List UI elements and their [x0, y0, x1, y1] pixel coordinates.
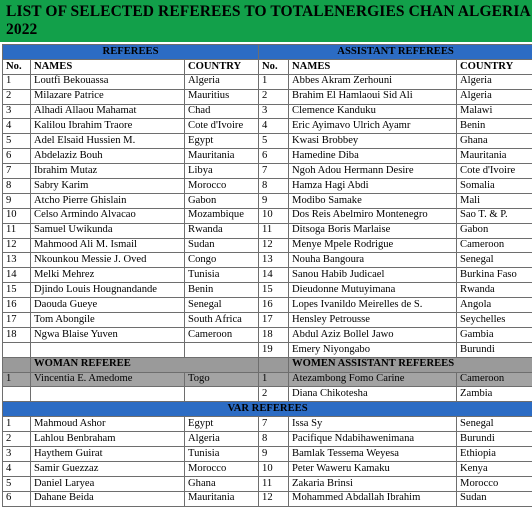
assistant-number-cell: 16: [259, 298, 289, 313]
var-number-cell: 1: [3, 417, 31, 432]
assistant-number-cell: 3: [259, 104, 289, 119]
var-name-cell: Mohammed Abdallah Ibrahim: [289, 491, 457, 506]
referee-country-cell: Cameroon: [185, 327, 259, 342]
assistant-country-cell: Gabon: [457, 223, 532, 238]
referee-name-cell: Celso Armindo Alvacao: [31, 208, 185, 223]
assistant-country-cell: Algeria: [457, 74, 532, 89]
assistant-name-cell: Ngoh Adou Hermann Desire: [289, 164, 457, 179]
assistant-number-cell: 1: [259, 74, 289, 89]
table-row: [3, 179, 532, 194]
var-country-cell: Sudan: [457, 491, 532, 506]
assistant-country-cell: Somalia: [457, 179, 532, 194]
assistant-name-cell: Clemence Kanduku: [289, 104, 457, 119]
var-number-cell: 9: [259, 447, 289, 462]
assistant-number-cell: 14: [259, 268, 289, 283]
assistant-country-cell: Ghana: [457, 134, 532, 149]
var-country-cell: Ghana: [185, 476, 259, 491]
referee-country-cell: Mauritania: [185, 149, 259, 164]
referee-country-cell: Morocco: [185, 179, 259, 194]
referee-number-cell: 15: [3, 283, 31, 298]
empty-cell: [185, 387, 259, 402]
var-number-cell: 3: [3, 447, 31, 462]
assistant-name-cell: Lopes Ivanildo Meirelles de S.: [289, 298, 457, 313]
assistant-name-cell: Ditsoga Boris Marlaise: [289, 223, 457, 238]
table-row: [3, 313, 532, 328]
assistant-name-cell: Brahim El Hamlaoui Sid Ali: [289, 89, 457, 104]
assistant-number-cell: 12: [259, 238, 289, 253]
var-number-cell: 7: [259, 417, 289, 432]
empty-cell: [31, 387, 185, 402]
assistant-country-cell: Mali: [457, 193, 532, 208]
var-name-cell: Daniel Laryea: [31, 476, 185, 491]
referee-number-cell: 3: [3, 104, 31, 119]
referee-number-cell: 2: [3, 89, 31, 104]
var-country-cell: Mauritania: [185, 491, 259, 506]
referee-country-cell: Algeria: [185, 74, 259, 89]
page-title: LIST OF SELECTED REFEREES TO TOTALENERGIES CHAN ALGERIA 2022: [0, 0, 532, 42]
referee-country-cell: Cote d'Ivoire: [185, 119, 259, 134]
woman-referee-number-cell: 1: [3, 372, 31, 387]
referee-name-cell: Tom Abongile: [31, 313, 185, 328]
assistant-number-cell: 4: [259, 119, 289, 134]
referee-name-cell: Kalilou Ibrahim Traore: [31, 119, 185, 134]
assistant-number-cell: 13: [259, 253, 289, 268]
table-row: [3, 432, 532, 447]
var-name-cell: Issa Sy: [289, 417, 457, 432]
table-row: [3, 447, 532, 462]
assistant-number-cell: 7: [259, 164, 289, 179]
referee-country-cell: Chad: [185, 104, 259, 119]
assistant-number-cell: 2: [259, 89, 289, 104]
var-number-cell: 8: [259, 432, 289, 447]
right-col-country: COUNTRY: [457, 59, 532, 74]
referee-name-cell: Abdelaziz Bouh: [31, 149, 185, 164]
assistant-number-cell: 9: [259, 193, 289, 208]
assistant-country-cell: Mauritania: [457, 149, 532, 164]
referee-number-cell: 12: [3, 238, 31, 253]
woman-referee-country-cell: Togo: [185, 372, 259, 387]
var-name-cell: Dahane Beida: [31, 491, 185, 506]
table-row: [3, 119, 532, 134]
referee-name-cell: Djindo Louis Hougnandande: [31, 283, 185, 298]
table-row: [3, 372, 532, 387]
assistant-name-cell: Hamza Hagi Abdi: [289, 179, 457, 194]
assistant-name-cell: Modibo Samake: [289, 193, 457, 208]
var-country-cell: Algeria: [185, 432, 259, 447]
table-row: [3, 208, 532, 223]
left-col-names: NAMES: [31, 59, 185, 74]
woman-referee-name-cell: Vincentia E. Amedome: [31, 372, 185, 387]
referee-number-cell: 18: [3, 327, 31, 342]
referee-country-cell: Mozambique: [185, 208, 259, 223]
table-row: [3, 461, 532, 476]
assistant-name-cell: Hamedine Diba: [289, 149, 457, 164]
assistant-number-cell: 18: [259, 327, 289, 342]
referee-country-cell: Libya: [185, 164, 259, 179]
var-header-row: [3, 402, 532, 417]
var-number-cell: 6: [3, 491, 31, 506]
var-name-cell: Pacifique Ndabihawenimana: [289, 432, 457, 447]
empty-cell: [3, 387, 31, 402]
table-row: [3, 283, 532, 298]
assistant-number-cell: 5: [259, 134, 289, 149]
referee-country-cell: Tunisia: [185, 268, 259, 283]
woman-assistant-name-cell: Diana Chikotesha: [289, 387, 457, 402]
referee-country-cell: Sudan: [185, 238, 259, 253]
var-country-cell: Senegal: [457, 417, 532, 432]
table-row: [3, 74, 532, 89]
assistant-country-cell: Rwanda: [457, 283, 532, 298]
referee-country-cell: Congo: [185, 253, 259, 268]
referees-header: REFEREES: [3, 45, 259, 60]
woman-assistant-referees-header: WOMEN ASSISTANT REFEREES: [289, 357, 532, 372]
assistant-name-cell: Abdul Aziz Bollel Jawo: [289, 327, 457, 342]
referee-number-cell: 14: [3, 268, 31, 283]
referee-number-cell: 10: [3, 208, 31, 223]
assistant-country-cell: Gambia: [457, 327, 532, 342]
var-country-cell: Burundi: [457, 432, 532, 447]
assistant-number-cell: 19: [259, 342, 289, 357]
referee-name-cell: Mahmood Ali M. Ismail: [31, 238, 185, 253]
referee-name-cell: Ibrahim Mutaz: [31, 164, 185, 179]
referee-name-cell: Adel Elsaid Hussien M.: [31, 134, 185, 149]
woman-assistant-header-spacer: [259, 357, 289, 372]
referee-name-cell: Melki Mehrez: [31, 268, 185, 283]
referee-number-cell: 7: [3, 164, 31, 179]
var-number-cell: 5: [3, 476, 31, 491]
empty-cell: [31, 342, 185, 357]
assistant-country-cell: Malawi: [457, 104, 532, 119]
table-row: [3, 89, 532, 104]
assistant-number-cell: 10: [259, 208, 289, 223]
referee-number-cell: 5: [3, 134, 31, 149]
woman-assistant-country-cell: Cameroon: [457, 372, 532, 387]
referee-number-cell: 6: [3, 149, 31, 164]
table-row: [3, 104, 532, 119]
var-country-cell: Ethiopia: [457, 447, 532, 462]
var-country-cell: Morocco: [457, 476, 532, 491]
table-row: [3, 223, 532, 238]
assistant-number-cell: 17: [259, 313, 289, 328]
var-name-cell: Bamlak Tessema Weyesa: [289, 447, 457, 462]
assistant-referees-header: ASSISTANT REFEREES: [259, 45, 532, 60]
referee-number-cell: 1: [3, 74, 31, 89]
table-row: [3, 298, 532, 313]
table-row: [3, 164, 532, 179]
assistant-number-cell: 6: [259, 149, 289, 164]
table-row: [3, 327, 532, 342]
assistant-name-cell: Hensley Petrousse: [289, 313, 457, 328]
right-col-names: NAMES: [289, 59, 457, 74]
table-row: [3, 268, 532, 283]
referee-number-cell: 8: [3, 179, 31, 194]
assistant-country-cell: Cote d'Ivoire: [457, 164, 532, 179]
table-row: [3, 491, 532, 506]
referee-name-cell: Loutfi Bekouassa: [31, 74, 185, 89]
referee-country-cell: Benin: [185, 283, 259, 298]
assistant-name-cell: Eric Ayimavo Ulrich Ayamr: [289, 119, 457, 134]
empty-cell: [3, 342, 31, 357]
assistant-country-cell: Benin: [457, 119, 532, 134]
table-row: [3, 476, 532, 491]
var-name-cell: Zakaria Brinsi: [289, 476, 457, 491]
referee-country-cell: South Africa: [185, 313, 259, 328]
assistant-country-cell: Seychelles: [457, 313, 532, 328]
referee-number-cell: 17: [3, 313, 31, 328]
assistant-name-cell: Sanou Habib Judicael: [289, 268, 457, 283]
assistant-name-cell: Kwasi Brobbey: [289, 134, 457, 149]
table-row: [3, 149, 532, 164]
empty-cell: [185, 342, 259, 357]
var-number-cell: 10: [259, 461, 289, 476]
assistant-country-cell: Senegal: [457, 253, 532, 268]
referee-number-cell: 4: [3, 119, 31, 134]
var-number-cell: 4: [3, 461, 31, 476]
assistant-country-cell: Burkina Faso: [457, 268, 532, 283]
assistant-number-cell: 8: [259, 179, 289, 194]
referee-name-cell: Ngwa Blaise Yuven: [31, 327, 185, 342]
assistant-name-cell: Dos Reis Abelmiro Montenegro: [289, 208, 457, 223]
assistant-country-cell: Burundi: [457, 342, 532, 357]
table-row: [3, 387, 532, 402]
women-header-row: [3, 357, 532, 372]
referee-country-cell: Egypt: [185, 134, 259, 149]
referee-name-cell: Atcho Pierre Ghislain: [31, 193, 185, 208]
table-body: [3, 45, 532, 507]
referees-table: [2, 44, 532, 507]
woman-header-spacer: [3, 357, 31, 372]
var-name-cell: Mahmoud Ashor: [31, 417, 185, 432]
referee-country-cell: Mauritius: [185, 89, 259, 104]
assistant-name-cell: Emery Niyongabo: [289, 342, 457, 357]
assistant-name-cell: Menye Mpele Rodrigue: [289, 238, 457, 253]
referee-name-cell: Sabry Karim: [31, 179, 185, 194]
referee-name-cell: Daouda Gueye: [31, 298, 185, 313]
assistant-number-cell: 11: [259, 223, 289, 238]
woman-referee-header: WOMAN REFEREE: [31, 357, 259, 372]
var-number-cell: 2: [3, 432, 31, 447]
referee-country-cell: Rwanda: [185, 223, 259, 238]
woman-assistant-number-cell: 1: [259, 372, 289, 387]
assistant-country-cell: Angola: [457, 298, 532, 313]
woman-assistant-country-cell: Zambia: [457, 387, 532, 402]
assistant-name-cell: Abbes Akram Zerhouni: [289, 74, 457, 89]
table-row: [3, 134, 532, 149]
assistant-country-cell: Algeria: [457, 89, 532, 104]
referee-country-cell: Gabon: [185, 193, 259, 208]
table-row: [3, 342, 532, 357]
assistant-name-cell: Nouha Bangoura: [289, 253, 457, 268]
left-col-country: COUNTRY: [185, 59, 259, 74]
var-referees-header: VAR REFEREES: [3, 402, 532, 417]
var-country-cell: Egypt: [185, 417, 259, 432]
var-number-cell: 11: [259, 476, 289, 491]
woman-assistant-number-cell: 2: [259, 387, 289, 402]
var-name-cell: Peter Waweru Kamaku: [289, 461, 457, 476]
referee-number-cell: 11: [3, 223, 31, 238]
referee-number-cell: 9: [3, 193, 31, 208]
referee-name-cell: Nkounkou Messie J. Oved: [31, 253, 185, 268]
referee-name-cell: Milazare Patrice: [31, 89, 185, 104]
table-row: [3, 238, 532, 253]
var-name-cell: Haythem Guirat: [31, 447, 185, 462]
var-number-cell: 12: [259, 491, 289, 506]
var-country-cell: Kenya: [457, 461, 532, 476]
right-col-no: No.: [259, 59, 289, 74]
column-header-row: [3, 59, 532, 74]
referee-number-cell: 16: [3, 298, 31, 313]
woman-assistant-name-cell: Atezambong Fomo Carine: [289, 372, 457, 387]
referee-name-cell: Alhadi Allaou Mahamat: [31, 104, 185, 119]
left-col-no: No.: [3, 59, 31, 74]
assistant-number-cell: 15: [259, 283, 289, 298]
var-country-cell: Tunisia: [185, 447, 259, 462]
table-row: [3, 253, 532, 268]
var-country-cell: Morocco: [185, 461, 259, 476]
table-row: [3, 417, 532, 432]
referee-country-cell: Senegal: [185, 298, 259, 313]
var-name-cell: Lahlou Benbraham: [31, 432, 185, 447]
assistant-country-cell: Sao T. & P.: [457, 208, 532, 223]
table-row: [3, 193, 532, 208]
assistant-name-cell: Dieudonne Mutuyimana: [289, 283, 457, 298]
referee-number-cell: 13: [3, 253, 31, 268]
assistant-country-cell: Cameroon: [457, 238, 532, 253]
section-header-row: [3, 45, 532, 60]
referee-name-cell: Samuel Uwikunda: [31, 223, 185, 238]
var-name-cell: Samir Guezzaz: [31, 461, 185, 476]
